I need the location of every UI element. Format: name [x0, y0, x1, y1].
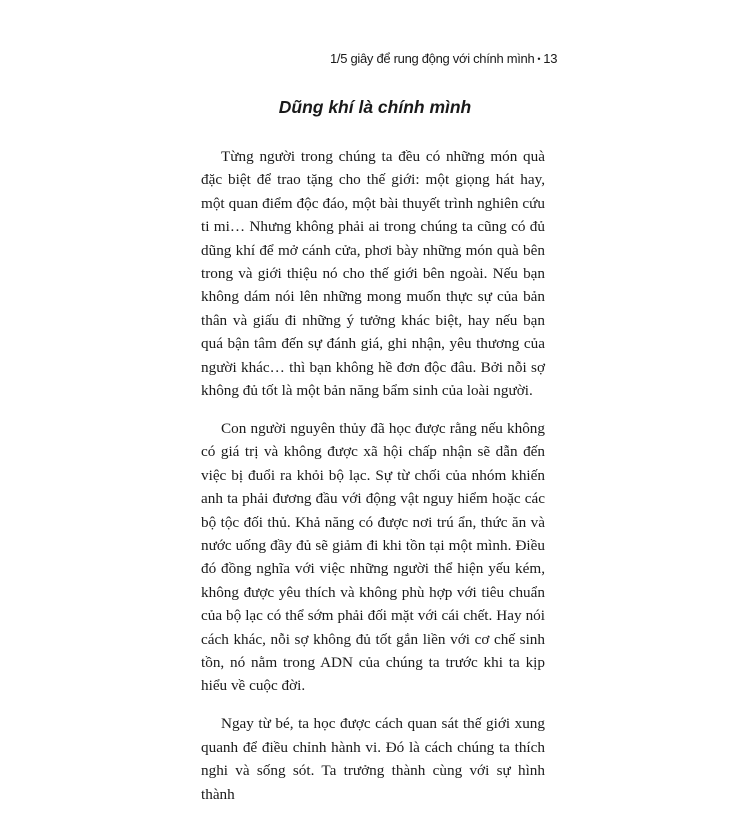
body-text [201, 145, 545, 820]
running-title: 1/5 giây để rung động với chính mình [330, 51, 535, 66]
running-header [330, 51, 558, 66]
header-separator: • [537, 54, 541, 64]
paragraph: Ngay từ bé, ta học được cách quan sát thế giới xung quanh để điều chỉnh hành vi. Đó là cách chúng ta thích nghi và sống sót. Ta trưởng thành cùng với sự hình thành [201, 715, 545, 803]
page-number: 13 [543, 51, 558, 66]
chapter-title: Dũng khí là chính mình [278, 97, 472, 117]
paragraph: Từng người trong chúng ta đều có những món quà đặc biệt để trao tặng cho thế giới: một giọng hát hay, một quan điểm độc đáo, một bài thuyết trình nghiên cứu ti mi… Nhưng không phải ai trong chúng ta cũng có đủ dũng khí để mở cánh cửa, phơi bày những món quà bên trong và giới thiệu nó cho thế giới bên ngoài. Nếu bạn không dám nói lên những mong muốn thực sự của bản thân và giấu đi những ý tưởng khác biệt, hay nếu bạn quá bận tâm đến sự đánh giá, ghi nhận, yêu thương của người khác… thì bạn không hề đơn độc đâu. Bởi nỗi sợ không đủ tốt là một bản năng bẩm sinh của loài người. [201, 148, 545, 400]
paragraph: Con người nguyên thủy đã học được rằng nếu không có giá trị và không được xã hội chấp nhận sẽ dẫn đến việc bị đuổi ra khỏi bộ lạc. Sự từ chối của nhóm khiến anh ta phải đương đầu với động vật nguy hiểm hoặc các bộ tộc đối thủ. Khả năng có được nơi trú ẩn, thức ăn và nước uống đầy đủ sẽ giảm đi khi tồn tại một mình. Điều đó đồng nghĩa với việc những người thể hiện yếu kém, không được yêu thích và không phù hợp với tiêu chuẩn của bộ lạc có thể sớm phải đối mặt với cái chết. Hay nói cách khác, nỗi sợ không đủ tốt gắn liền với cơ chế sinh tồn, nó nằm trong ADN của chúng ta trước khi ta kịp hiểu về cuộc đời. [201, 419, 545, 695]
